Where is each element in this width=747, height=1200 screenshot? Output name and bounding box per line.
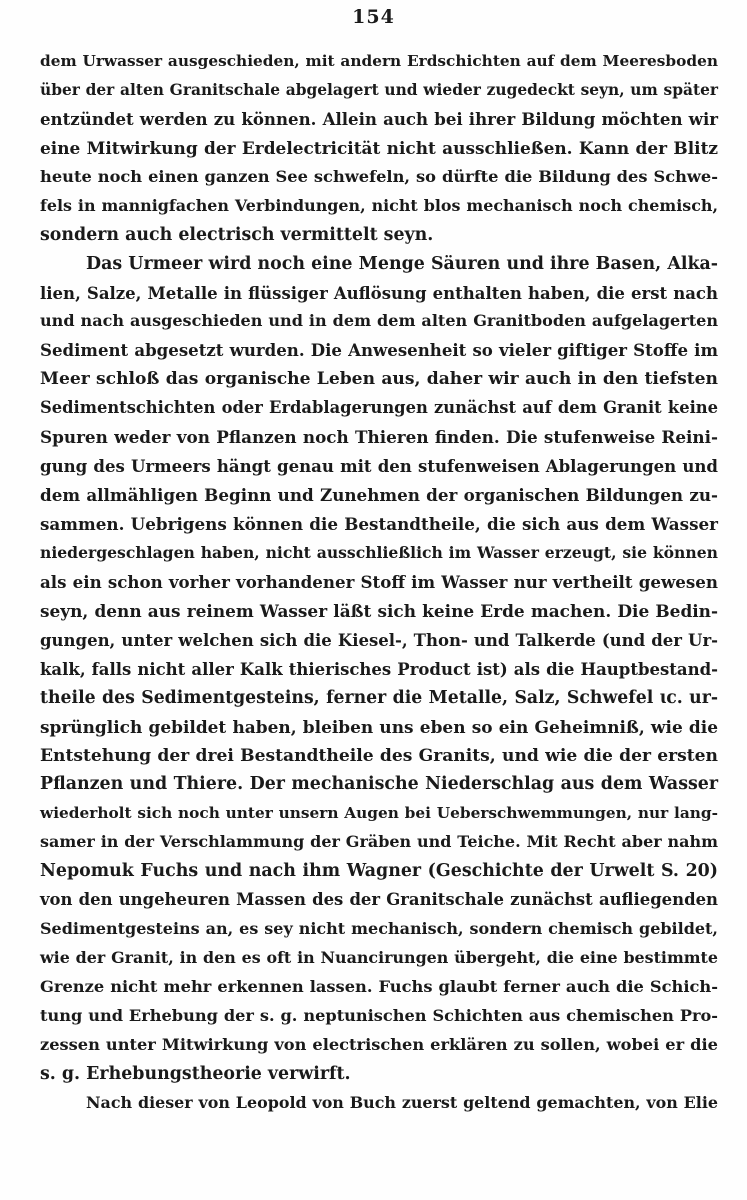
text-line: sprünglich gebildet haben, bleiben uns eben so ein Geheimniß, wie die (40, 716, 718, 737)
text-line: Sedimentschichten oder Erdablagerungen zunächst auf dem Granit keine (40, 398, 718, 418)
text-line: Entstehung der drei Bestandtheile des Granits, und wie die der ersten (40, 745, 718, 766)
text-line: und nach ausgeschieden und in dem dem alten Granitboden aufgelagerten (40, 311, 718, 331)
text-line: als ein schon vorher vorhandener Stoff im Wasser nur vertheilt gewesen (40, 571, 718, 592)
text-line: fels in mannigfachen Verbindungen, nicht blos mechanisch noch chemisch, (40, 195, 718, 215)
text-line: Nepomuk Fuchs und nach ihm Wagner (Geschichte der Urwelt S. 20) (40, 861, 718, 882)
text-line: von den ungeheuren Massen des der Granitschale zunächst aufliegenden (40, 890, 718, 910)
text-line: entzündet werden zu können. Allein auch bei ihrer Bildung möchten wir (40, 108, 718, 129)
text-line: sondern auch electrisch vermittelt seyn. (40, 224, 434, 245)
text-line: gungen, unter welchen sich die Kiesel-, Thon- und Talkerde (und der Ur- (40, 629, 718, 650)
text-line: Nach dieser von Leopold von Buch zuerst geltend gemachten, von Elie (86, 1092, 718, 1112)
text-line: dem allmähligen Beginn und Zunehmen der organischen Bildungen zu- (40, 485, 718, 506)
text-line: tung und Erhebung der s. g. neptunischen Schichten aus chemischen Pro- (40, 1005, 718, 1025)
text-line: gung des Urmeers hängt genau mit den stufenweisen Ablagerungen und (40, 456, 718, 477)
text-line: seyn, denn aus reinem Wasser läßt sich keine Erde machen. Die Bedin- (40, 600, 718, 621)
text-line: Das Urmeer wird noch eine Menge Säuren und ihre Basen, Alka- (86, 253, 718, 274)
text-line: Spuren weder von Pflanzen noch Thieren finden. Die stufenweise Reini- (40, 427, 718, 448)
text-line: über der alten Granitschale abgelagert und wieder zugedeckt seyn, um später (40, 80, 718, 99)
text-line: wie der Granit, in den es oft in Nuancirungen übergeht, die eine bestimmte (40, 948, 718, 968)
text-line: Meer schloß das organische Leben aus, daher wir auch in den tiefsten (40, 369, 718, 390)
paragraph (40, 1089, 718, 1118)
text-line: wiederholt sich noch unter unsern Augen bei Ueberschwemmungen, nur lang- (40, 804, 718, 823)
text-line: Grenze nicht mehr erkennen lassen. Fuchs glaubt ferner auch die Schich- (40, 977, 718, 996)
text-line: lien, Salze, Metalle in flüssiger Auflösung enthalten haben, die erst nach (40, 282, 718, 303)
text-line: sammen. Uebrigens können die Bestandtheile, die sich aus dem Wasser (40, 514, 718, 534)
text-line: s. g. Erhebungstheorie verwirft. (40, 1063, 351, 1084)
body-text (40, 47, 718, 1118)
text-line: kalk, falls nicht aller Kalk thierisches Product ist) als die Hauptbestand- (40, 658, 718, 679)
text-line: samer in der Verschlammung der Gräben und Teiche. Mit Recht aber nahm (40, 832, 718, 852)
text-line: eine Mitwirkung der Erdelectricität nicht ausschließen. Kann der Blitz (40, 137, 718, 158)
text-line: theile des Sedimentgesteins, ferner die Metalle, Salz, Schwefel ɩc. ur- (40, 687, 718, 708)
text-line: zessen unter Mitwirkung von electrischen erklären zu sollen, wobei er die (40, 1034, 718, 1054)
paragraph (40, 250, 718, 1089)
page-number: 154 (352, 6, 395, 28)
text-line: niedergeschlagen haben, nicht ausschließlich im Wasser erzeugt, sie können (40, 542, 718, 562)
text-line: Sediment abgesetzt wurden. Die Anwesenheit so vieler giftiger Stoffe im (40, 340, 718, 361)
paragraph (40, 47, 718, 250)
text-line: Pflanzen und Thiere. Der mechanische Niederschlag aus dem Wasser (40, 774, 718, 795)
text-line: Sedimentgesteins an, es sey nicht mechanisch, sondern chemisch gebildet, (40, 919, 718, 939)
text-line: dem Urwasser ausgeschieden, mit andern Erdschichten auf dem Meeresboden (40, 52, 718, 70)
text-line: heute noch einen ganzen See schwefeln, so dürfte die Bildung des Schwe- (40, 166, 718, 186)
